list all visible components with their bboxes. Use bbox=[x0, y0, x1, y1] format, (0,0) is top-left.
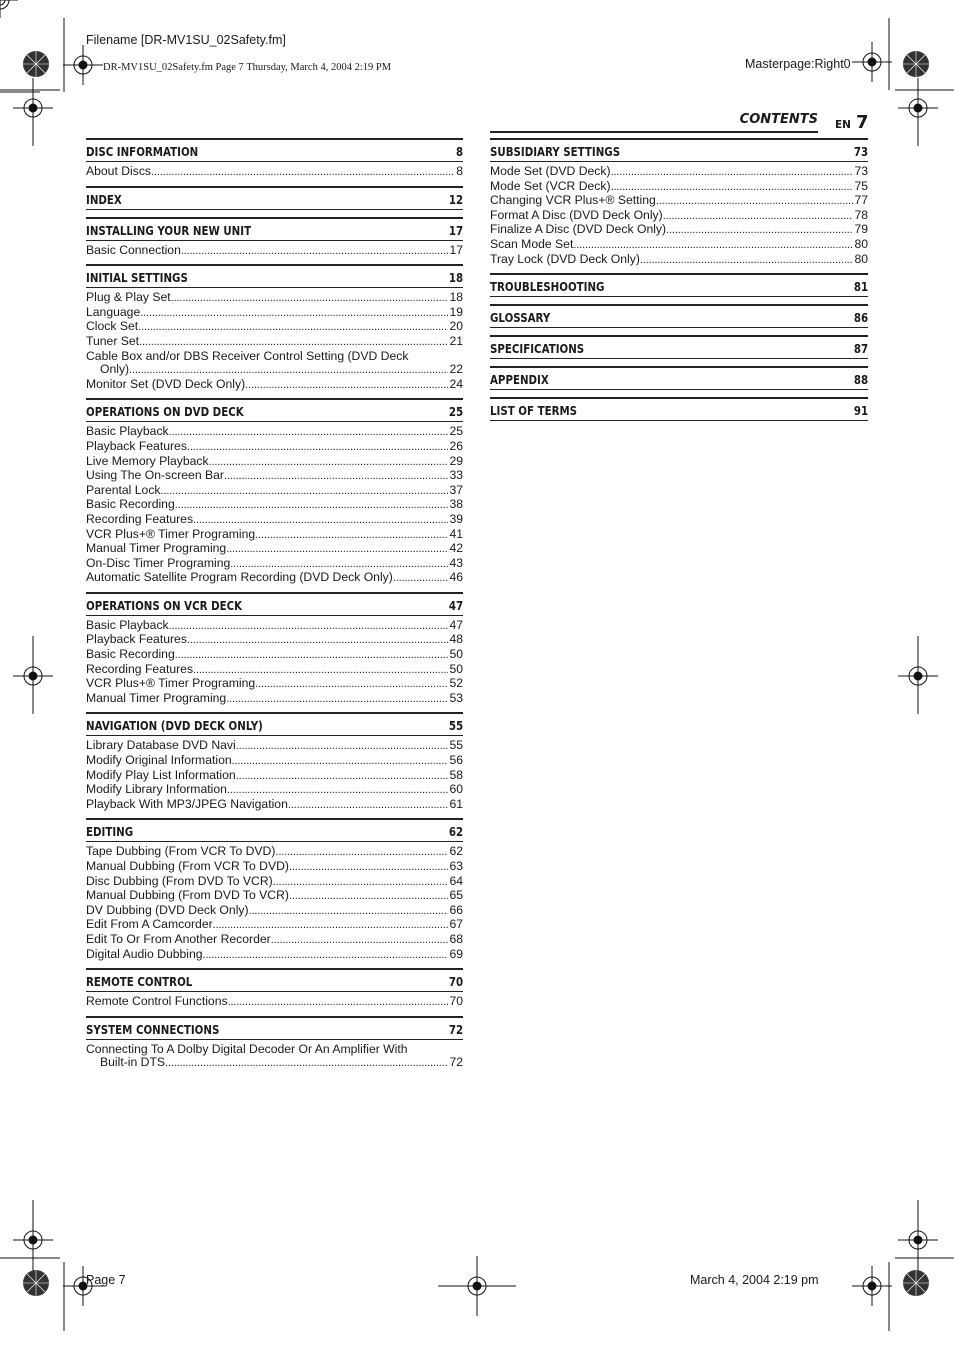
dot-leader bbox=[175, 498, 449, 513]
toc-entry[interactable] bbox=[86, 860, 463, 875]
toc-entry[interactable] bbox=[86, 619, 463, 634]
dot-leader bbox=[193, 513, 448, 528]
section-page: 25 bbox=[448, 404, 464, 420]
dot-leader bbox=[573, 238, 853, 253]
section-page: 62 bbox=[448, 824, 464, 840]
toc-entry[interactable] bbox=[86, 455, 463, 470]
toc-entry[interactable] bbox=[86, 165, 463, 180]
toc-section-heading[interactable] bbox=[86, 188, 463, 209]
entry-title: Cable Box and/or DBS Receiver Control Setting (DVD Deck bbox=[86, 348, 409, 363]
toc-left-column bbox=[86, 138, 463, 1077]
toc-section bbox=[86, 398, 463, 586]
dot-leader bbox=[663, 209, 854, 224]
entry-title: Tape Dubbing (From VCR To DVD) bbox=[86, 844, 276, 859]
dot-leader bbox=[175, 648, 449, 663]
section-page: 70 bbox=[448, 974, 464, 990]
entry-page: 78 bbox=[854, 207, 868, 222]
section-rule bbox=[490, 389, 868, 390]
dot-leader bbox=[393, 571, 449, 586]
entry-title: Parental Lock bbox=[86, 482, 161, 497]
dot-leader bbox=[255, 528, 448, 543]
entry-title: Connecting To A Dolby Digital Decoder Or An Amplifier With bbox=[86, 1041, 408, 1056]
toc-section bbox=[490, 335, 868, 359]
entry-page: 19 bbox=[449, 304, 463, 319]
dot-leader bbox=[236, 739, 449, 754]
toc-entry[interactable] bbox=[86, 306, 463, 321]
section-rule bbox=[490, 296, 868, 297]
entry-title: VCR Plus+® Timer Programing bbox=[86, 526, 256, 541]
dot-leader bbox=[232, 754, 449, 769]
entry-page: 60 bbox=[449, 782, 463, 797]
contents-heading bbox=[740, 110, 818, 128]
entry-page: 37 bbox=[449, 482, 463, 497]
toc-entry[interactable] bbox=[86, 320, 463, 335]
toc-entry[interactable] bbox=[86, 648, 463, 663]
page-number: 7 bbox=[856, 112, 869, 133]
entry-page: 42 bbox=[449, 541, 463, 556]
entry-page: 62 bbox=[449, 844, 463, 859]
dot-leader bbox=[245, 378, 448, 393]
entry-title: Finalize A Disc (DVD Deck Only) bbox=[490, 222, 667, 237]
entry-page: 58 bbox=[449, 767, 463, 782]
dot-leader bbox=[236, 769, 449, 784]
toc-entry[interactable] bbox=[86, 513, 463, 528]
entry-title: Tuner Set bbox=[86, 333, 140, 348]
entry-title: Using The On-screen Bar bbox=[86, 468, 224, 483]
entry-title: Recording Features bbox=[86, 661, 194, 676]
section-rule bbox=[490, 327, 868, 328]
toc-entry[interactable] bbox=[86, 889, 463, 904]
dot-leader bbox=[227, 783, 449, 798]
section-rule bbox=[86, 1039, 463, 1040]
section-page: 55 bbox=[448, 718, 464, 734]
toc-section bbox=[490, 304, 868, 328]
toc-section bbox=[86, 264, 463, 392]
entry-page: 41 bbox=[449, 526, 463, 541]
toc-entry[interactable] bbox=[86, 677, 463, 692]
toc-entry[interactable] bbox=[86, 845, 463, 860]
toc-section-heading[interactable] bbox=[490, 337, 868, 358]
entry-title: Modify Original Information bbox=[86, 753, 232, 768]
toc-entry[interactable] bbox=[86, 739, 463, 754]
entry-page: 61 bbox=[449, 796, 463, 811]
entry-page: 68 bbox=[449, 931, 463, 946]
entry-page: 33 bbox=[449, 468, 463, 483]
toc-section-heading[interactable] bbox=[86, 714, 463, 735]
dot-leader bbox=[203, 948, 449, 963]
dot-leader bbox=[140, 306, 448, 321]
toc-section bbox=[86, 186, 463, 210]
footer-page-label: Page 7 bbox=[86, 1273, 126, 1287]
toc-section-heading[interactable] bbox=[490, 368, 868, 389]
dot-leader bbox=[165, 1056, 448, 1071]
entry-title: Library Database DVD Navi bbox=[86, 738, 236, 753]
entry-page: 26 bbox=[449, 438, 463, 453]
toc-section bbox=[490, 273, 868, 297]
entry-title: Playback Features bbox=[86, 632, 187, 647]
dot-leader bbox=[181, 244, 449, 259]
toc-entry[interactable] bbox=[86, 425, 463, 440]
entry-title: Plug & Play Set bbox=[86, 290, 171, 305]
entry-title: Disc Dubbing (From DVD To VCR) bbox=[86, 873, 273, 888]
toc-entry[interactable] bbox=[490, 253, 868, 268]
toc-entry[interactable] bbox=[86, 933, 463, 948]
section-rule bbox=[86, 735, 463, 736]
dot-leader bbox=[226, 542, 448, 557]
toc-entry[interactable] bbox=[490, 223, 868, 238]
entry-title: Playback With MP3/JPEG Navigation bbox=[86, 796, 288, 811]
section-title: TROUBLESHOOTING bbox=[490, 279, 605, 295]
entry-page: 22 bbox=[449, 362, 463, 377]
toc-entry[interactable] bbox=[86, 904, 463, 919]
toc-section-heading[interactable] bbox=[86, 219, 463, 240]
entry-page: 77 bbox=[854, 193, 868, 208]
footer-date: March 4, 2004 2:19 pm bbox=[690, 1273, 819, 1287]
entry-title: Modify Play List Information bbox=[86, 767, 236, 782]
entry-page: 55 bbox=[449, 738, 463, 753]
entry-page: 69 bbox=[449, 946, 463, 961]
section-page: 72 bbox=[448, 1021, 464, 1037]
section-rule bbox=[86, 209, 463, 210]
entry-page: 24 bbox=[449, 376, 463, 391]
entry-title: Automatic Satellite Program Recording (DVD Deck Only) bbox=[86, 570, 393, 585]
entry-page: 63 bbox=[449, 859, 463, 873]
toc-entry[interactable] bbox=[86, 692, 463, 707]
dot-leader bbox=[187, 633, 449, 648]
entry-page: 73 bbox=[854, 164, 868, 178]
entry-title: Edit To Or From Another Recorder bbox=[86, 931, 271, 946]
entry-page: 72 bbox=[449, 1055, 463, 1070]
entry-page: 47 bbox=[449, 617, 463, 632]
section-rule bbox=[86, 841, 463, 842]
toc-entry[interactable] bbox=[86, 378, 463, 393]
dot-leader bbox=[273, 875, 449, 890]
toc-section bbox=[490, 138, 868, 267]
section-page: 8 bbox=[456, 144, 464, 159]
entry-page: 48 bbox=[449, 632, 463, 647]
entry-page: 52 bbox=[449, 676, 463, 691]
section-title: INDEX bbox=[86, 191, 122, 207]
entry-page: 65 bbox=[449, 888, 463, 903]
framemaker-line: DR-MV1SU_02Safety.fm Page 7 Thursday, March 4, 2004 2:19 PM bbox=[103, 62, 392, 73]
section-page: 18 bbox=[448, 270, 464, 286]
dot-leader bbox=[169, 425, 449, 440]
dot-leader bbox=[288, 798, 449, 813]
entry-title: On-Disc Timer Programing bbox=[86, 555, 231, 570]
filename-label: Filename [DR-MV1SU_02Safety.fm] bbox=[86, 33, 286, 47]
toc-entry[interactable] bbox=[490, 180, 868, 195]
toc-section bbox=[490, 366, 868, 390]
section-page: 87 bbox=[853, 341, 869, 357]
entry-page: 17 bbox=[449, 242, 463, 257]
dot-leader bbox=[129, 363, 448, 378]
section-title: DISC INFORMATION bbox=[86, 144, 199, 159]
entry-page: 43 bbox=[449, 555, 463, 570]
entry-title: Basic Playback bbox=[86, 617, 169, 632]
toc-entry[interactable] bbox=[86, 663, 463, 678]
dot-leader bbox=[209, 455, 449, 470]
toc-section-heading[interactable] bbox=[86, 400, 463, 421]
toc-section-heading[interactable] bbox=[86, 820, 463, 841]
entry-page: 8 bbox=[456, 164, 463, 178]
dot-leader bbox=[193, 663, 448, 678]
entry-title: Tray Lock (DVD Deck Only) bbox=[490, 251, 640, 266]
section-rule bbox=[86, 287, 463, 288]
entry-title: Basic Recording bbox=[86, 647, 175, 662]
toc-section bbox=[86, 138, 463, 180]
dot-leader bbox=[656, 194, 854, 209]
section-title: INITIAL SETTINGS bbox=[86, 270, 188, 286]
entry-title: Basic Recording bbox=[86, 497, 175, 512]
dot-leader bbox=[249, 904, 449, 919]
toc-section bbox=[86, 712, 463, 812]
entry-page: 46 bbox=[449, 570, 463, 585]
section-page: 17 bbox=[448, 222, 464, 238]
toc-entry[interactable] bbox=[86, 633, 463, 648]
toc-entry[interactable] bbox=[86, 469, 463, 484]
toc-entry[interactable] bbox=[86, 754, 463, 769]
dot-leader bbox=[171, 291, 449, 306]
toc-entry[interactable] bbox=[86, 918, 463, 933]
dot-leader bbox=[139, 335, 448, 350]
dot-leader bbox=[169, 619, 449, 634]
section-page: 88 bbox=[853, 372, 869, 388]
section-rule bbox=[86, 421, 463, 422]
section-title: GLOSSARY bbox=[490, 310, 551, 326]
entry-page: 64 bbox=[449, 873, 463, 888]
toc-entry[interactable] bbox=[86, 783, 463, 798]
toc-section bbox=[86, 968, 463, 1010]
dot-leader bbox=[611, 180, 854, 195]
dot-leader bbox=[224, 469, 448, 484]
toc-section-heading[interactable] bbox=[490, 306, 868, 327]
toc-entry[interactable] bbox=[86, 484, 463, 499]
section-page: 12 bbox=[448, 191, 464, 207]
entry-title: Modify Library Information bbox=[86, 782, 227, 797]
toc-entry[interactable] bbox=[86, 875, 463, 890]
section-title: REMOTE CONTROL bbox=[86, 974, 193, 990]
entry-page: 38 bbox=[449, 497, 463, 512]
entry-page: 20 bbox=[449, 319, 463, 334]
entry-title: Clock Set bbox=[86, 319, 139, 334]
toc-entry[interactable] bbox=[86, 542, 463, 557]
toc-section bbox=[86, 1016, 463, 1071]
dot-leader bbox=[255, 677, 448, 692]
section-page: 47 bbox=[448, 597, 464, 613]
entry-page: 18 bbox=[449, 290, 463, 305]
section-title: LIST OF TERMS bbox=[490, 403, 578, 419]
entry-title: Mode Set (VCR Deck) bbox=[490, 178, 611, 193]
dot-leader bbox=[275, 845, 448, 860]
entry-title: Mode Set (DVD Deck) bbox=[490, 164, 611, 178]
toc-entry[interactable] bbox=[86, 498, 463, 513]
toc-section bbox=[86, 818, 463, 962]
entry-title: Changing VCR Plus+® Setting bbox=[490, 193, 656, 208]
toc-entry[interactable] bbox=[86, 798, 463, 813]
section-page: 91 bbox=[853, 403, 869, 419]
entry-page: 50 bbox=[449, 647, 463, 662]
dot-leader bbox=[611, 165, 854, 180]
entry-title: About Discs bbox=[86, 164, 152, 178]
toc-section-heading[interactable] bbox=[86, 266, 463, 287]
entry-title: DV Dubbing (DVD Deck Only) bbox=[86, 902, 249, 917]
dot-leader bbox=[226, 692, 448, 707]
toc-section-heading[interactable] bbox=[86, 1018, 463, 1039]
entry-title-continued: Only) bbox=[100, 362, 130, 377]
entry-page: 66 bbox=[449, 902, 463, 917]
entry-title: VCR Plus+® Timer Programing bbox=[86, 676, 256, 691]
toc-entry[interactable] bbox=[490, 209, 868, 224]
language-badge: EN bbox=[835, 119, 851, 131]
dot-leader bbox=[289, 860, 448, 875]
entry-title: Manual Timer Programing bbox=[86, 541, 227, 556]
toc-section-heading[interactable] bbox=[490, 140, 868, 161]
toc-entry[interactable] bbox=[86, 350, 463, 378]
entry-page: 50 bbox=[449, 661, 463, 676]
dot-leader bbox=[187, 440, 449, 455]
entry-title: Format A Disc (DVD Deck Only) bbox=[490, 207, 663, 222]
toc-entry[interactable] bbox=[86, 291, 463, 306]
toc-entry[interactable] bbox=[86, 335, 463, 350]
entry-page: 80 bbox=[854, 236, 868, 251]
entry-title: Live Memory Playback bbox=[86, 453, 209, 468]
toc-section bbox=[86, 217, 463, 259]
section-rule bbox=[86, 991, 463, 992]
toc-section-heading[interactable] bbox=[490, 399, 868, 420]
dot-leader bbox=[666, 223, 853, 238]
page-marker bbox=[818, 108, 868, 132]
toc-entry[interactable] bbox=[86, 769, 463, 784]
entry-title: Basic Connection bbox=[86, 242, 181, 257]
contents-title: CONTENTS bbox=[739, 112, 818, 127]
entry-title: Playback Features bbox=[86, 438, 187, 453]
section-title: SUBSIDIARY SETTINGS bbox=[490, 144, 621, 159]
toc-entry[interactable] bbox=[490, 165, 868, 180]
toc-entry[interactable] bbox=[86, 528, 463, 543]
section-title: SPECIFICATIONS bbox=[490, 341, 585, 357]
entry-title: Manual Dubbing (From DVD To VCR) bbox=[86, 888, 289, 903]
section-page: 86 bbox=[853, 310, 869, 326]
entry-title: Basic Playback bbox=[86, 424, 169, 439]
toc-entry[interactable] bbox=[86, 244, 463, 259]
section-rule bbox=[86, 240, 463, 241]
section-rule bbox=[86, 615, 463, 616]
toc-entry[interactable] bbox=[490, 194, 868, 209]
toc-entry[interactable] bbox=[86, 948, 463, 963]
entry-page: 79 bbox=[854, 222, 868, 237]
entry-title: Language bbox=[86, 304, 141, 319]
dot-leader bbox=[151, 165, 455, 180]
section-title: OPERATIONS ON DVD DECK bbox=[86, 404, 244, 420]
toc-section bbox=[490, 397, 868, 421]
dot-leader bbox=[271, 933, 449, 948]
entry-page: 75 bbox=[854, 178, 868, 193]
section-title: OPERATIONS ON VCR DECK bbox=[86, 597, 243, 613]
section-rule bbox=[490, 420, 868, 421]
entry-page: 53 bbox=[449, 690, 463, 705]
entry-title: Manual Timer Programing bbox=[86, 690, 227, 705]
entry-page: 39 bbox=[449, 511, 463, 526]
section-title: INSTALLING YOUR NEW UNIT bbox=[86, 222, 252, 238]
entry-page: 67 bbox=[449, 917, 463, 932]
toc-section bbox=[86, 592, 463, 707]
toc-entry[interactable] bbox=[86, 571, 463, 586]
dot-leader bbox=[228, 995, 449, 1010]
toc-section-heading[interactable] bbox=[86, 970, 463, 991]
section-page: 81 bbox=[853, 279, 869, 295]
toc-right-column bbox=[490, 138, 868, 428]
dot-leader bbox=[230, 557, 448, 572]
entry-title: Scan Mode Set bbox=[490, 236, 574, 251]
dot-leader bbox=[138, 320, 448, 335]
section-page: 73 bbox=[853, 144, 869, 159]
toc-entry[interactable] bbox=[86, 995, 463, 1010]
toc-section-heading[interactable] bbox=[86, 594, 463, 615]
entry-page: 56 bbox=[449, 753, 463, 768]
entry-title-continued: Built-in DTS bbox=[100, 1055, 166, 1070]
toc-entry[interactable] bbox=[86, 1043, 463, 1071]
section-rule bbox=[86, 161, 463, 162]
header-rule bbox=[490, 131, 818, 133]
toc-entry[interactable] bbox=[86, 440, 463, 455]
dot-leader bbox=[289, 889, 448, 904]
dot-leader bbox=[213, 918, 449, 933]
entry-page: 21 bbox=[449, 333, 463, 348]
entry-title: Edit From A Camcorder bbox=[86, 917, 213, 932]
section-title: EDITING bbox=[86, 824, 134, 840]
dot-leader bbox=[640, 253, 854, 268]
section-title: APPENDIX bbox=[490, 372, 549, 388]
toc-section-heading[interactable] bbox=[490, 275, 868, 296]
dot-leader bbox=[161, 484, 449, 499]
entry-title: Recording Features bbox=[86, 511, 194, 526]
entry-title: Manual Dubbing (From VCR To DVD) bbox=[86, 859, 289, 873]
entry-page: 29 bbox=[449, 453, 463, 468]
toc-section-heading[interactable] bbox=[86, 140, 463, 161]
masterpage-label: Masterpage:Right0 bbox=[745, 57, 851, 71]
entry-page: 80 bbox=[854, 251, 868, 266]
toc-entry[interactable] bbox=[490, 238, 868, 253]
section-title: NAVIGATION (DVD DECK ONLY) bbox=[86, 718, 263, 734]
toc-entry[interactable] bbox=[86, 557, 463, 572]
section-title: SYSTEM CONNECTIONS bbox=[86, 1021, 220, 1037]
section-rule bbox=[490, 358, 868, 359]
entry-page: 25 bbox=[449, 424, 463, 439]
entry-title: Monitor Set (DVD Deck Only) bbox=[86, 376, 246, 391]
entry-title: Digital Audio Dubbing bbox=[86, 946, 203, 961]
entry-page: 70 bbox=[449, 994, 463, 1009]
entry-title: Remote Control Functions bbox=[86, 994, 228, 1009]
section-rule bbox=[490, 161, 868, 162]
